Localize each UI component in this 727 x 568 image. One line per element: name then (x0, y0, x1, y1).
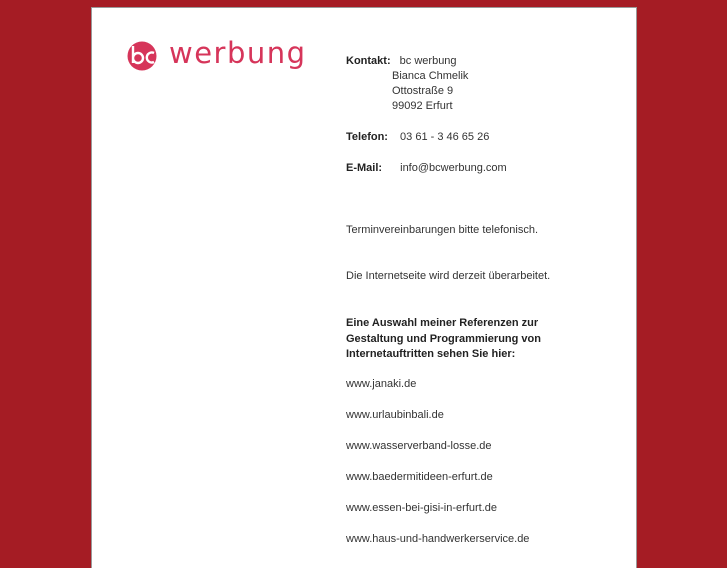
contact-street: Ottostraße 9 (392, 85, 454, 97)
phone-value: 03 61 - 3 46 65 26 (400, 131, 490, 143)
email-row (346, 161, 507, 177)
contact-company: bc werbung (399, 55, 457, 67)
references-heading: Eine Auswahl meiner Referenzen zur Gestaltung und Programmierung von Internetauftritten sehen Sie hier: (346, 317, 541, 360)
reference-link-essen-bei-gisi[interactable]: www.essen-bei-gisi-in-erfurt.de (346, 502, 497, 514)
contact-name: Bianca Chmelik (392, 70, 469, 82)
reference-link-janaki[interactable]: www.janaki.de (346, 378, 417, 390)
contact-block (346, 54, 457, 70)
contact-city: 99092 Erfurt (392, 100, 453, 112)
reference-link-wasserverband[interactable]: www.wasserverband-losse.de (346, 440, 492, 452)
email-label: E-Mail: (346, 162, 383, 174)
phone-label: Telefon: (346, 131, 388, 143)
logo (127, 36, 307, 76)
reference-link-haus-und-handwerker[interactable]: www.haus-und-handwerkerservice.de (346, 533, 530, 545)
phone-row (346, 130, 489, 146)
appointment-note: Terminvereinbarungen bitte telefonisch. (346, 224, 539, 236)
revision-note: Die Internetseite wird derzeit überarbeitet. (346, 270, 551, 282)
contact-label: Kontakt: (346, 55, 391, 67)
bc-logo-icon (127, 41, 157, 71)
email-link[interactable]: info@bcwerbung.com (400, 162, 507, 174)
logo-text: werbung (169, 36, 307, 70)
reference-link-urlaubinbali[interactable]: www.urlaubinbali.de (346, 409, 444, 421)
reference-link-baedermitideen[interactable]: www.baedermitideen-erfurt.de (346, 471, 493, 483)
